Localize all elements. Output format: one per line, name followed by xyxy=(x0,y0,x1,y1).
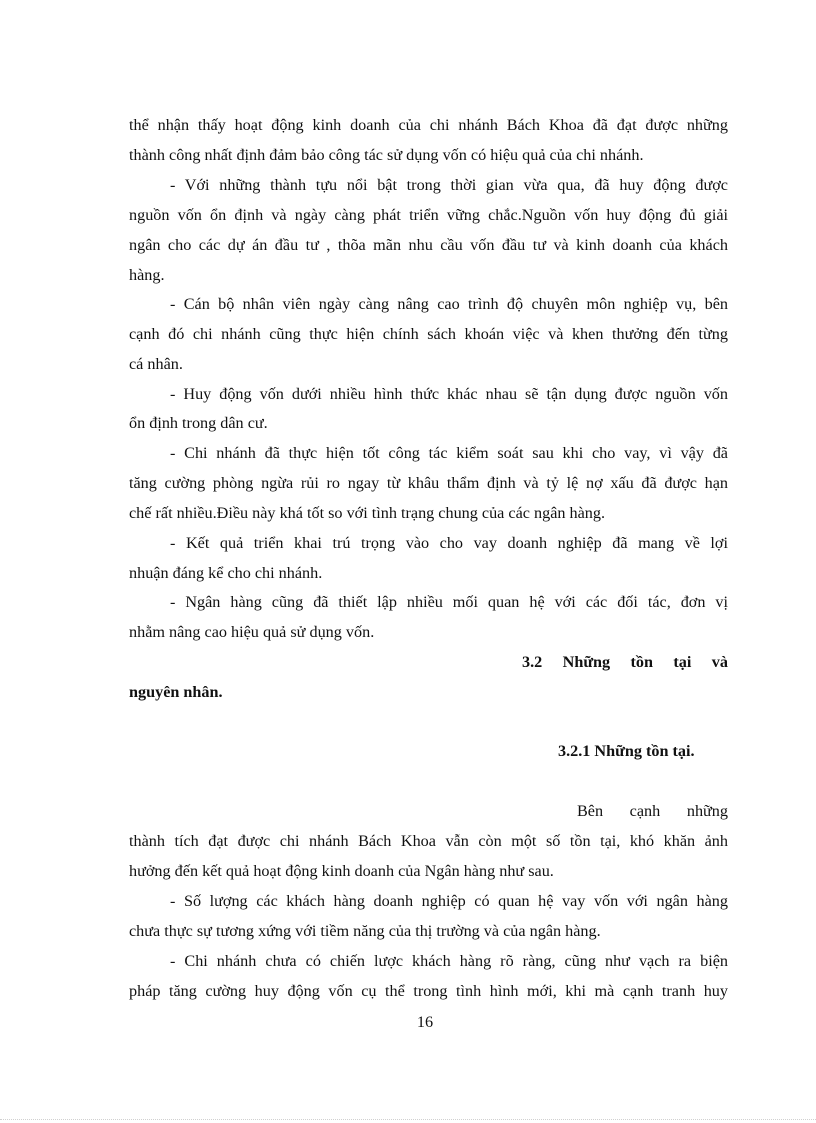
body-text-line: chưa thực sự tương xứng với tiềm năng của thị trường và của ngân hàng. xyxy=(129,922,601,940)
body-text-line: cạnh đó chi nhánh cũng thực hiện chính sách khoán việc và khen thưởng đến từng xyxy=(129,325,728,343)
bullet-line: - Huy động vốn dưới nhiều hình thức khác nhau sẽ tận dụng được nguồn vốn xyxy=(170,385,728,403)
bullet-line: - Chi nhánh đã thực hiện tốt công tác kiểm soát sau khi cho vay, vì vậy đã xyxy=(170,444,728,462)
body-text-line: nguồn vốn ổn định và ngày càng phát triển vững chắc.Nguồn vốn huy động đủ giải xyxy=(129,206,728,224)
bullet-line: - Với những thành tựu nổi bật trong thời gian vừa qua, đã huy động được xyxy=(170,176,728,194)
body-text-line: thể nhận thấy hoạt động kinh doanh của chi nhánh Bách Khoa đã đạt được những xyxy=(129,116,728,134)
body-text-line: cá nhân. xyxy=(129,355,183,373)
section-heading: 3.2 Những tồn tại và xyxy=(522,653,728,671)
body-text-line: Bên cạnh những xyxy=(577,802,728,820)
page-number: 16 xyxy=(416,1013,434,1031)
body-text-line: nhằm nâng cao hiệu quả sử dụng vốn. xyxy=(129,623,375,641)
body-text-line: hưởng đến kết quả hoạt động kinh doanh của Ngân hàng như sau. xyxy=(129,862,554,880)
page-bottom-divider xyxy=(0,1119,816,1120)
body-text-line: ổn định trong dân cư. xyxy=(129,414,268,432)
bullet-line: - Kết quả triển khai trú trọng vào cho vay doanh nghiệp đã mang về lợi xyxy=(170,534,728,552)
body-text-line: thành công nhất định đảm bảo công tác sử dụng vốn có hiệu quả của chi nhánh. xyxy=(129,146,644,164)
bullet-line: - Số lượng các khách hàng doanh nghiệp có quan hệ vay vốn với ngân hàng xyxy=(170,892,728,910)
body-text-line: ngân cho các dự án đầu tư , thõa mãn nhu cầu vốn đầu tư và kinh doanh của khách xyxy=(129,236,728,254)
body-text-line: chế rất nhiều.Điều này khá tốt so với tình trạng chung của các ngân hàng. xyxy=(129,504,606,522)
body-text-line: hàng. xyxy=(129,266,165,284)
subsection-heading: 3.2.1 Những tồn tại. xyxy=(558,742,695,760)
bullet-line: - Chi nhánh chưa có chiến lược khách hàng rõ ràng, cũng như vạch ra biện xyxy=(170,952,728,970)
bullet-line: - Cán bộ nhân viên ngày càng nâng cao trình độ chuyên môn nghiệp vụ, bên xyxy=(170,295,728,313)
body-text-line: tăng cường phòng ngừa rủi ro ngay từ khâu thẩm định và tỷ lệ nợ xấu đã được hạn xyxy=(129,474,728,492)
bullet-line: - Ngân hàng cũng đã thiết lập nhiều mối quan hệ với các đối tác, đơn vị xyxy=(170,593,728,611)
body-text-line: pháp tăng cường huy động vốn cụ thể trong tình hình mới, khi mà cạnh tranh huy xyxy=(129,982,728,1000)
body-text-line: thành tích đạt được chi nhánh Bách Khoa vẫn còn một số tồn tại, khó khăn ảnh xyxy=(129,832,728,850)
section-heading: nguyên nhân. xyxy=(129,683,223,701)
body-text-line: nhuận đáng kể cho chi nhánh. xyxy=(129,564,323,582)
